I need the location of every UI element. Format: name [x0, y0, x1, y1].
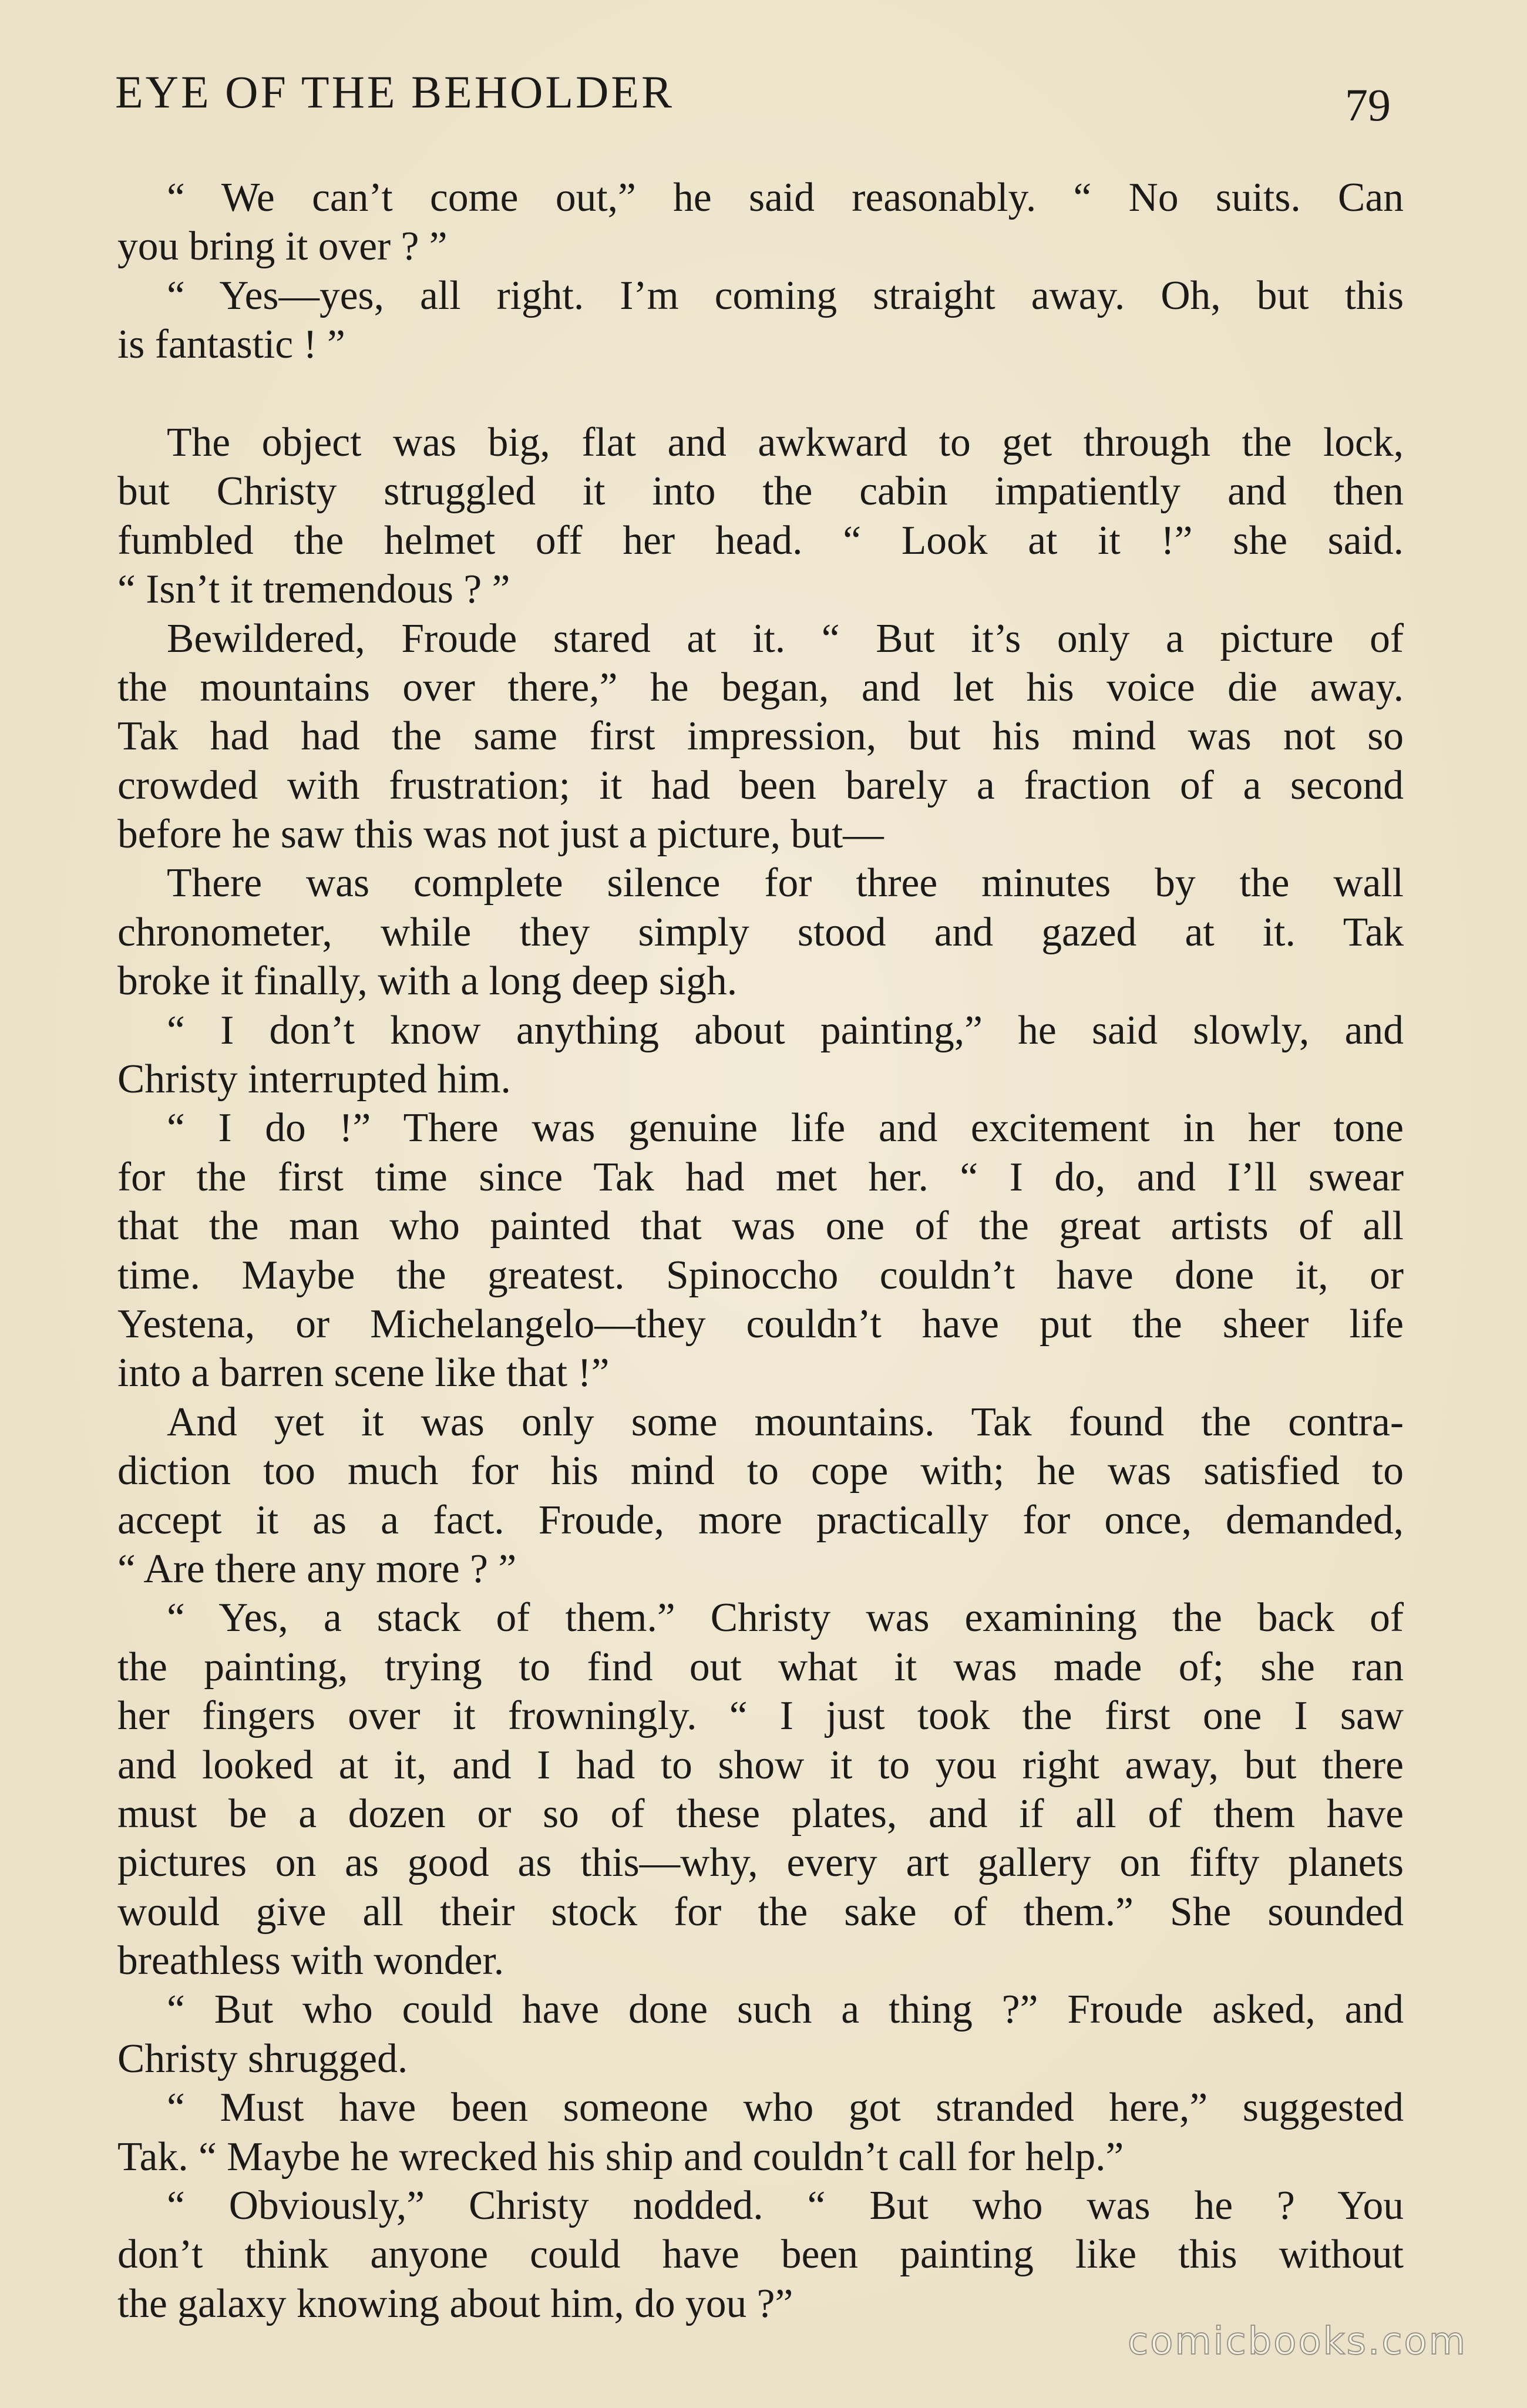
text-line: fumbled the helmet off her head. “ Look at it !” she said. [117, 517, 1404, 563]
text-line: into a barren scene like that !” [117, 1350, 610, 1396]
text-line: “ Are there any more ? ” [117, 1546, 517, 1592]
body-text [117, 173, 1404, 2328]
text-line: don’t think anyone could have been painting like this without [117, 2232, 1404, 2278]
text-line: “ Isn’t it tremendous ? ” [117, 567, 510, 613]
text-line: the galaxy knowing about him, do you ?” [117, 2281, 793, 2326]
text-line: The object was big, flat and awkward to get through the lock, [167, 419, 1404, 465]
text-line: breathless with wonder. [117, 1938, 504, 1984]
text-line: and looked at it, and I had to show it to you right away, but there [117, 1742, 1404, 1788]
text-line: is fantastic ! ” [117, 322, 345, 368]
text-line: “ I don’t know anything about painting,” he said slowly, and [167, 1007, 1404, 1053]
text-line: Bewildered, Froude stared at it. “ But it’s only a picture of [167, 616, 1404, 661]
text-line: pictures on as good as this—why, every art gallery on fifty planets [117, 1840, 1404, 1886]
text-section-1 [117, 173, 1404, 369]
text-line: “ Must have been someone who got stranded here,” suggested [167, 2085, 1404, 2131]
text-section-2 [117, 418, 1404, 2328]
text-line: broke it finally, with a long deep sigh. [117, 959, 738, 1004]
text-line: that the man who painted that was one of the great artists of all [117, 1203, 1404, 1249]
text-line: There was complete silence for three minutes by the wall [167, 860, 1404, 906]
text-line: for the first time since Tak had met her. “ I do, and I’ll swear [117, 1154, 1404, 1200]
text-line: “ I do !” There was genuine life and excitement in her tone [167, 1105, 1404, 1151]
text-line: you bring it over ? ” [117, 224, 448, 270]
text-line: “ Obviously,” Christy nodded. “ But who was he ? You [167, 2183, 1404, 2229]
text-line: Tak had had the same first impression, but his mind was not so [117, 714, 1404, 759]
text-line: her fingers over it frowningly. “ I just took the first one I saw [117, 1693, 1404, 1739]
text-line: Tak. “ Maybe he wrecked his ship and couldn’t call for help.” [117, 2134, 1124, 2180]
text-line: Christy interrupted him. [117, 1057, 511, 1102]
text-line: crowded with frustration; it had been barely a fraction of a second [117, 762, 1404, 808]
text-line: must be a dozen or so of these plates, and if all of them have [117, 1791, 1404, 1837]
text-line: Yestena, or Michelangelo—they couldn’t have put the sheer life [117, 1301, 1404, 1347]
page-number: 79 [1345, 79, 1391, 130]
text-line: the mountains over there,” he began, and let his voice die away. [117, 664, 1404, 710]
text-line: chronometer, while they simply stood and gazed at it. Tak [117, 909, 1404, 955]
text-line: diction too much for his mind to cope with; he was satisfied to [117, 1448, 1404, 1494]
text-line: but Christy struggled it into the cabin impatiently and then [117, 469, 1404, 514]
text-line: “ But who could have done such a thing ?” Froude asked, and [167, 1987, 1404, 2033]
text-line: “ Yes, a stack of them.” Christy was examining the back of [167, 1595, 1404, 1641]
section-break [117, 369, 1404, 418]
text-line: before he saw this was not just a picture, but— [117, 812, 884, 857]
text-line: accept it as a fact. Froude, more practically for once, demanded, [117, 1497, 1404, 1543]
text-line: Christy shrugged. [117, 2036, 408, 2081]
text-line: And yet it was only some mountains. Tak found the contra- [167, 1399, 1404, 1445]
text-line: “ Yes—yes, all right. I’m coming straight away. Oh, but this [167, 273, 1404, 318]
text-line: would give all their stock for the sake of them.” She sounded [117, 1889, 1404, 1935]
text-line: time. Maybe the greatest. Spinoccho couldn’t have done it, or [117, 1252, 1404, 1298]
watermark: comicbooks.com [1128, 2320, 1468, 2363]
running-title: EYE OF THE BEHOLDER [115, 66, 675, 117]
text-line: the painting, trying to find out what it was made of; she ran [117, 1644, 1404, 1690]
text-line: “ We can’t come out,” he said reasonably. “ No suits. Can [167, 175, 1404, 220]
